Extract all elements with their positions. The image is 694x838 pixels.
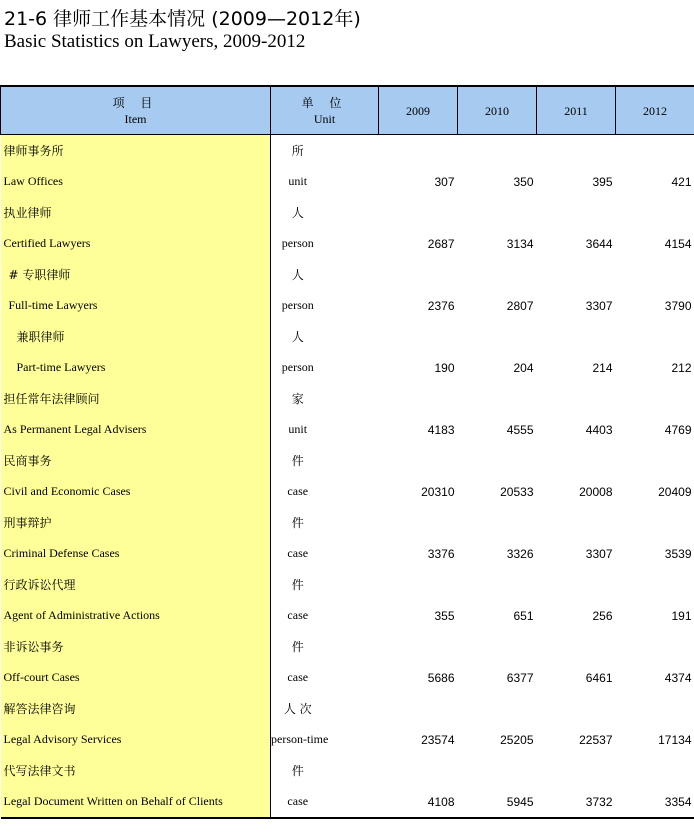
- empty-cell: [537, 197, 616, 228]
- item-label-cn: 执业律师: [1, 197, 271, 228]
- empty-cell: [379, 507, 458, 538]
- table-row-cn: [1, 321, 694, 352]
- empty-cell: [537, 259, 616, 290]
- value-cell-2011: 22537: [579, 732, 613, 747]
- unit-label-cn: 人: [291, 268, 304, 282]
- unit-label-en: case: [287, 608, 309, 622]
- value-cell-2012: 191: [671, 608, 692, 623]
- table-row-cn: [1, 383, 694, 414]
- item-label-en: Criminal Defense Cases: [1, 538, 271, 569]
- item-label-en: Legal Document Written on Behalf of Clients: [1, 786, 271, 818]
- value-cell-2012: 4374: [664, 670, 692, 685]
- header-year-2012: 2012: [616, 86, 694, 135]
- empty-cell: [537, 135, 616, 167]
- table-row-en: [1, 414, 694, 445]
- table-row-en: [1, 786, 694, 818]
- item-label-cn: # 专职律师: [1, 259, 271, 290]
- empty-cell: [616, 693, 694, 724]
- item-label-cn: 行政诉讼代理: [1, 569, 271, 600]
- value-cell-2009: 2687: [427, 236, 455, 251]
- empty-cell: [616, 507, 694, 538]
- item-label-cn: 刑事辩护: [1, 507, 271, 538]
- statistics-table: [0, 85, 694, 819]
- unit-label-en: person: [281, 298, 314, 312]
- value-cell-2010: 350: [513, 174, 534, 189]
- table-row-en: [1, 724, 694, 755]
- item-label-cn: 担任常年法律顾问: [1, 383, 271, 414]
- item-label-cn: 非诉讼事务: [1, 631, 271, 662]
- unit-label-cn: 人: [291, 330, 304, 344]
- table-row-cn: [1, 569, 694, 600]
- table-row-cn: [1, 197, 694, 228]
- header-unit-en: Unit: [313, 111, 336, 126]
- table-row-en: [1, 538, 694, 569]
- empty-cell: [616, 135, 694, 167]
- header-year-2011: 2011: [537, 86, 616, 135]
- item-label-cn: 兼职律师: [1, 321, 271, 352]
- value-cell-2012: 17134: [658, 732, 692, 747]
- empty-cell: [537, 445, 616, 476]
- table-row-en: [1, 662, 694, 693]
- table-row-en: [1, 228, 694, 259]
- item-label-cn: 律师事务所: [1, 135, 271, 167]
- empty-cell: [379, 383, 458, 414]
- unit-label-en: case: [287, 484, 309, 498]
- empty-cell: [537, 755, 616, 786]
- value-cell-2011: 3307: [585, 298, 613, 313]
- value-cell-2009: 5686: [427, 670, 455, 685]
- empty-cell: [616, 569, 694, 600]
- empty-cell: [458, 197, 537, 228]
- header-unit-cn: 单 位: [301, 95, 348, 110]
- value-cell-2010: 204: [513, 360, 534, 375]
- empty-cell: [458, 507, 537, 538]
- table-row-cn: [1, 259, 694, 290]
- value-cell-2012: 20409: [658, 484, 692, 499]
- value-cell-2010: 5945: [458, 786, 537, 818]
- item-label-en: Part-time Lawyers: [1, 352, 271, 383]
- value-cell-2009: 2376: [427, 298, 455, 313]
- empty-cell: [458, 135, 537, 167]
- header-year-2010: 2010: [458, 86, 537, 135]
- table-row-en: [1, 166, 694, 197]
- unit-label-en: person-time: [271, 732, 329, 746]
- empty-cell: [616, 631, 694, 662]
- item-label-en: Full-time Lawyers: [1, 290, 271, 321]
- header-item-cn: 项 目: [112, 95, 159, 110]
- empty-cell: [537, 507, 616, 538]
- item-label-cn: 解答法律咨询: [1, 693, 271, 724]
- empty-cell: [458, 383, 537, 414]
- item-label-en: Law Offices: [1, 166, 271, 197]
- empty-cell: [379, 755, 458, 786]
- empty-cell: [537, 569, 616, 600]
- value-cell-2009: 23574: [421, 732, 455, 747]
- unit-label-en: person: [281, 360, 314, 374]
- empty-cell: [537, 631, 616, 662]
- value-cell-2012: 3539: [664, 546, 692, 561]
- table-row-cn: [1, 755, 694, 786]
- table-row-en: [1, 476, 694, 507]
- value-cell-2010: 25205: [500, 732, 534, 747]
- empty-cell: [379, 693, 458, 724]
- table-row-cn: [1, 693, 694, 724]
- value-cell-2009: 3376: [427, 546, 455, 561]
- item-label-cn: 民商事务: [1, 445, 271, 476]
- unit-label-en: case: [287, 546, 309, 560]
- table-row-cn: [1, 135, 694, 167]
- item-label-en: Civil and Economic Cases: [1, 476, 271, 507]
- empty-cell: [616, 755, 694, 786]
- unit-label-en: unit: [288, 174, 308, 188]
- empty-cell: [458, 445, 537, 476]
- item-label-en: Off-court Cases: [1, 662, 271, 693]
- unit-label-cn: 家: [291, 392, 304, 406]
- empty-cell: [616, 445, 694, 476]
- table-title-cn: 21-6 律师工作基本情况 (2009—2012年): [4, 8, 361, 30]
- empty-cell: [458, 321, 537, 352]
- empty-cell: [379, 445, 458, 476]
- empty-cell: [458, 755, 537, 786]
- empty-cell: [379, 321, 458, 352]
- value-cell-2011: 3732: [537, 786, 616, 818]
- empty-cell: [616, 321, 694, 352]
- value-cell-2011: 214: [592, 360, 613, 375]
- empty-cell: [537, 383, 616, 414]
- table-row-cn: [1, 631, 694, 662]
- table-row-cn: [1, 445, 694, 476]
- unit-label-en: case: [287, 670, 309, 684]
- empty-cell: [537, 321, 616, 352]
- unit-label-cn: 人 次: [283, 702, 312, 716]
- unit-label-en: case: [271, 786, 379, 818]
- empty-cell: [379, 135, 458, 167]
- empty-cell: [458, 693, 537, 724]
- header-row: [1, 86, 694, 135]
- table-row-en: [1, 600, 694, 631]
- value-cell-2012: 3354: [616, 786, 694, 818]
- value-cell-2011: 3307: [585, 546, 613, 561]
- table-row-en: [1, 352, 694, 383]
- table-title-en: Basic Statistics on Lawyers, 2009-2012: [4, 31, 306, 52]
- value-cell-2011: 395: [592, 174, 613, 189]
- empty-cell: [616, 259, 694, 290]
- value-cell-2009: 355: [434, 608, 455, 623]
- value-cell-2009: 4108: [379, 786, 458, 818]
- value-cell-2011: 3644: [585, 236, 613, 251]
- unit-label-cn: 件: [291, 454, 304, 468]
- value-cell-2009: 20310: [421, 484, 455, 499]
- value-cell-2009: 307: [434, 174, 455, 189]
- table-body: [1, 135, 694, 819]
- value-cell-2010: 20533: [500, 484, 534, 499]
- value-cell-2010: 4555: [506, 422, 534, 437]
- value-cell-2011: 20008: [579, 484, 613, 499]
- unit-label-cn: 人: [291, 206, 304, 220]
- value-cell-2010: 651: [513, 608, 534, 623]
- unit-label-en: person: [281, 236, 314, 250]
- item-label-en: Legal Advisory Services: [1, 724, 271, 755]
- header-unit: [271, 86, 379, 135]
- value-cell-2010: 2807: [506, 298, 534, 313]
- empty-cell: [616, 383, 694, 414]
- value-cell-2012: 421: [671, 174, 692, 189]
- empty-cell: [379, 569, 458, 600]
- value-cell-2012: 4769: [664, 422, 692, 437]
- value-cell-2011: 4403: [585, 422, 613, 437]
- unit-label-cn: 件: [291, 640, 304, 654]
- header-item-en: Item: [124, 111, 147, 126]
- value-cell-2009: 4183: [427, 422, 455, 437]
- value-cell-2010: 6377: [506, 670, 534, 685]
- header-item: [1, 86, 271, 135]
- unit-label-cn: 件: [291, 578, 304, 592]
- item-label-cn: 代写法律文书: [1, 755, 271, 786]
- header-year-2009: 2009: [379, 86, 458, 135]
- table-row-cn: [1, 507, 694, 538]
- unit-label-cn: 件: [291, 764, 304, 778]
- value-cell-2011: 256: [592, 608, 613, 623]
- value-cell-2011: 6461: [585, 670, 613, 685]
- empty-cell: [379, 197, 458, 228]
- empty-cell: [379, 631, 458, 662]
- item-label-en: Certified Lawyers: [1, 228, 271, 259]
- empty-cell: [458, 259, 537, 290]
- table-row-en: [1, 290, 694, 321]
- empty-cell: [616, 197, 694, 228]
- unit-label-cn: 所: [291, 144, 304, 158]
- item-label-en: Agent of Administrative Actions: [1, 600, 271, 631]
- unit-label-en: unit: [288, 422, 308, 436]
- value-cell-2010: 3134: [506, 236, 534, 251]
- value-cell-2010: 3326: [506, 546, 534, 561]
- empty-cell: [458, 569, 537, 600]
- item-label-en: As Permanent Legal Advisers: [1, 414, 271, 445]
- value-cell-2012: 212: [671, 360, 692, 375]
- empty-cell: [379, 259, 458, 290]
- empty-cell: [537, 693, 616, 724]
- value-cell-2009: 190: [434, 360, 455, 375]
- unit-label-cn: 件: [291, 516, 304, 530]
- value-cell-2012: 3790: [664, 298, 692, 313]
- value-cell-2012: 4154: [664, 236, 692, 251]
- empty-cell: [458, 631, 537, 662]
